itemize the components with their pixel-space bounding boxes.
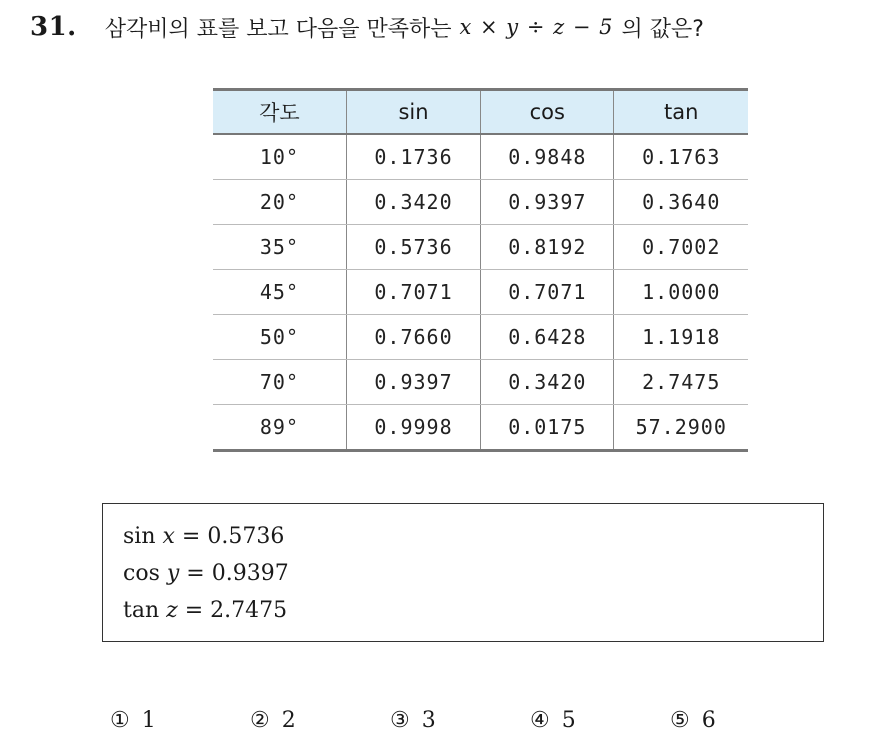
choice-marker: ① [110, 708, 130, 733]
cos-cell: 0.8192 [481, 225, 614, 270]
given-variable: y [166, 561, 180, 586]
given-variable: x [162, 524, 175, 549]
question-expression: x × y ÷ z − 5 [459, 15, 614, 39]
sin-cell: 0.9397 [346, 360, 480, 405]
choice-value: 2 [281, 708, 296, 733]
question-tail: 의 값은? [621, 16, 704, 42]
table-row [213, 180, 748, 225]
sin-cell: 0.9998 [346, 405, 480, 451]
given-value: = 2.7475 [184, 598, 288, 623]
cos-cell: 0.7071 [481, 270, 614, 315]
table-row [213, 270, 748, 315]
sin-cell: 0.1736 [346, 134, 480, 180]
given-function: tan [123, 598, 160, 623]
choice-marker: ② [250, 708, 270, 733]
choice-value: 6 [701, 708, 716, 733]
question-text: 삼각비의 표를 보고 다음을 만족하는 [104, 16, 452, 42]
angle-cell: 35° [213, 225, 346, 270]
sin-cell: 0.5736 [346, 225, 480, 270]
table-row [213, 315, 748, 360]
angle-cell: 20° [213, 180, 346, 225]
choice-marker: ④ [530, 708, 550, 733]
given-line-cos [123, 555, 823, 592]
given-variable: z [166, 598, 178, 623]
given-function: sin [123, 524, 156, 549]
table-row [213, 225, 748, 270]
table-row [213, 405, 748, 451]
header-sin: sin [346, 90, 480, 135]
cos-cell: 0.0175 [481, 405, 614, 451]
cos-cell: 0.9848 [481, 134, 614, 180]
choice-value: 5 [561, 708, 576, 733]
choice-marker: ③ [390, 708, 410, 733]
angle-cell: 70° [213, 360, 346, 405]
cos-cell: 0.6428 [481, 315, 614, 360]
question-number: 31. [30, 12, 77, 42]
given-line-sin [123, 518, 823, 555]
choice-value: 1 [141, 708, 156, 733]
given-value: = 0.5736 [181, 524, 285, 549]
cos-cell: 0.3420 [481, 360, 614, 405]
table-header-row [213, 90, 748, 135]
tan-cell: 2.7475 [614, 360, 748, 405]
sin-cell: 0.7071 [346, 270, 480, 315]
trig-ratio-table [213, 88, 748, 452]
question-stem [30, 10, 704, 44]
choice-marker: ⑤ [670, 708, 690, 733]
header-cos: cos [481, 90, 614, 135]
cos-cell: 0.9397 [481, 180, 614, 225]
table-row [213, 134, 748, 180]
angle-cell: 45° [213, 270, 346, 315]
given-value: = 0.9397 [186, 561, 289, 586]
sin-cell: 0.3420 [346, 180, 480, 225]
tan-cell: 1.1918 [614, 315, 748, 360]
header-angle: 각도 [213, 90, 346, 135]
choice-value: 3 [421, 708, 436, 733]
given-conditions-box [102, 503, 824, 642]
table-row [213, 360, 748, 405]
header-tan: tan [614, 90, 748, 135]
angle-cell: 10° [213, 134, 346, 180]
angle-cell: 89° [259, 415, 299, 439]
tan-cell: 0.3640 [614, 180, 748, 225]
tan-cell: 1.0000 [614, 270, 748, 315]
given-function: cos [123, 561, 160, 586]
angle-cell: 50° [213, 315, 346, 360]
sin-cell: 0.7660 [346, 315, 480, 360]
tan-cell: 57.2900 [614, 405, 748, 451]
tan-cell: 0.7002 [614, 225, 748, 270]
given-line-tan [123, 592, 823, 629]
tan-cell: 0.1763 [614, 134, 748, 180]
